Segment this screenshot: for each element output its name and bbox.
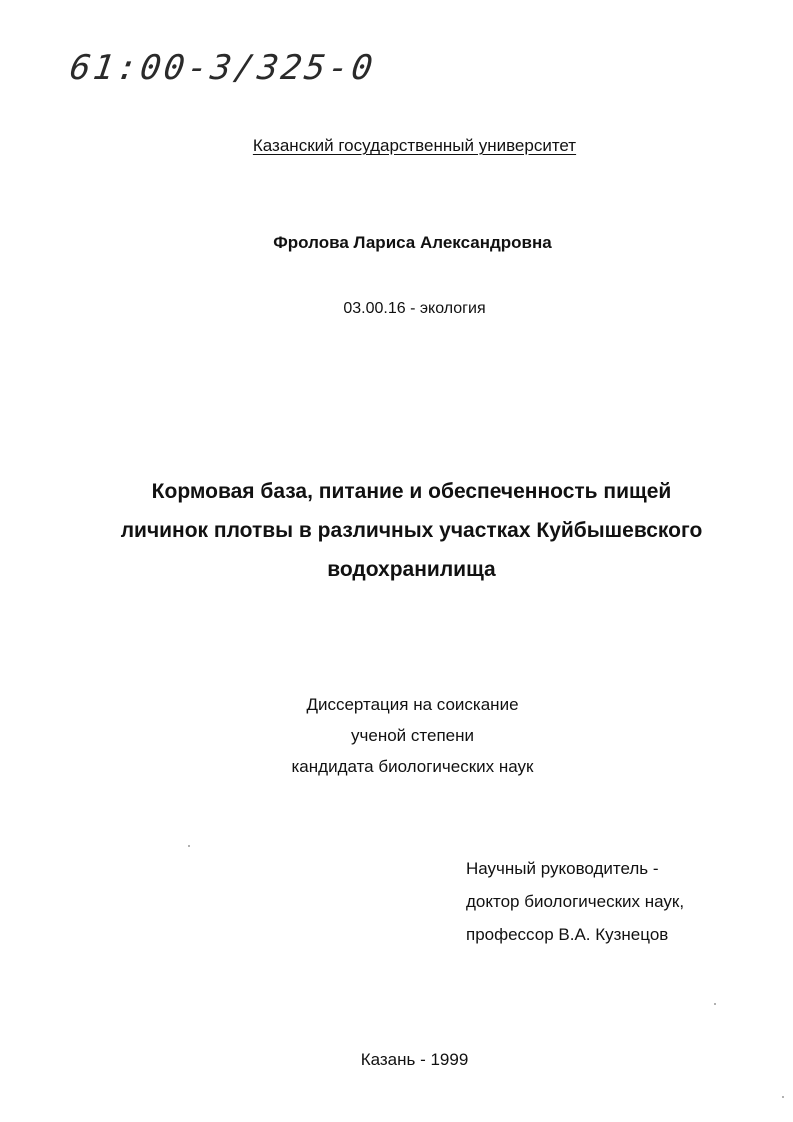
- supervisor-line: профессор В.А. Кузнецов: [466, 925, 669, 944]
- supervisor-block: [466, 852, 684, 951]
- degree-line: кандидата биологических наук: [291, 757, 534, 776]
- university-name: Казанский государственный университет: [252, 136, 577, 155]
- author-name: Фролова Лариса Александровна: [273, 233, 552, 252]
- dissertation-title: [0, 472, 793, 589]
- scan-speck: [782, 1096, 784, 1098]
- city-year: Казань - 1999: [360, 1050, 469, 1069]
- scan-speck: [188, 845, 190, 847]
- scan-speck: [714, 1003, 716, 1005]
- specialty-code: 03.00.16 - экология: [343, 300, 486, 317]
- degree-line: Диссертация на соискание: [306, 695, 519, 714]
- supervisor-line: Научный руководитель -: [466, 859, 659, 878]
- degree-line: ученой степени: [351, 726, 474, 745]
- title-line: водохранилища: [327, 558, 496, 581]
- handwritten-archive-code: 61:00-3/325-0: [67, 48, 378, 88]
- title-line: личинок плотвы в различных участках Куйбышевского: [120, 519, 703, 542]
- title-line: Кормовая база, питание и обеспеченность пищей: [151, 480, 672, 503]
- degree-statement: [0, 689, 793, 782]
- supervisor-line: доктор биологических наук,: [466, 892, 685, 911]
